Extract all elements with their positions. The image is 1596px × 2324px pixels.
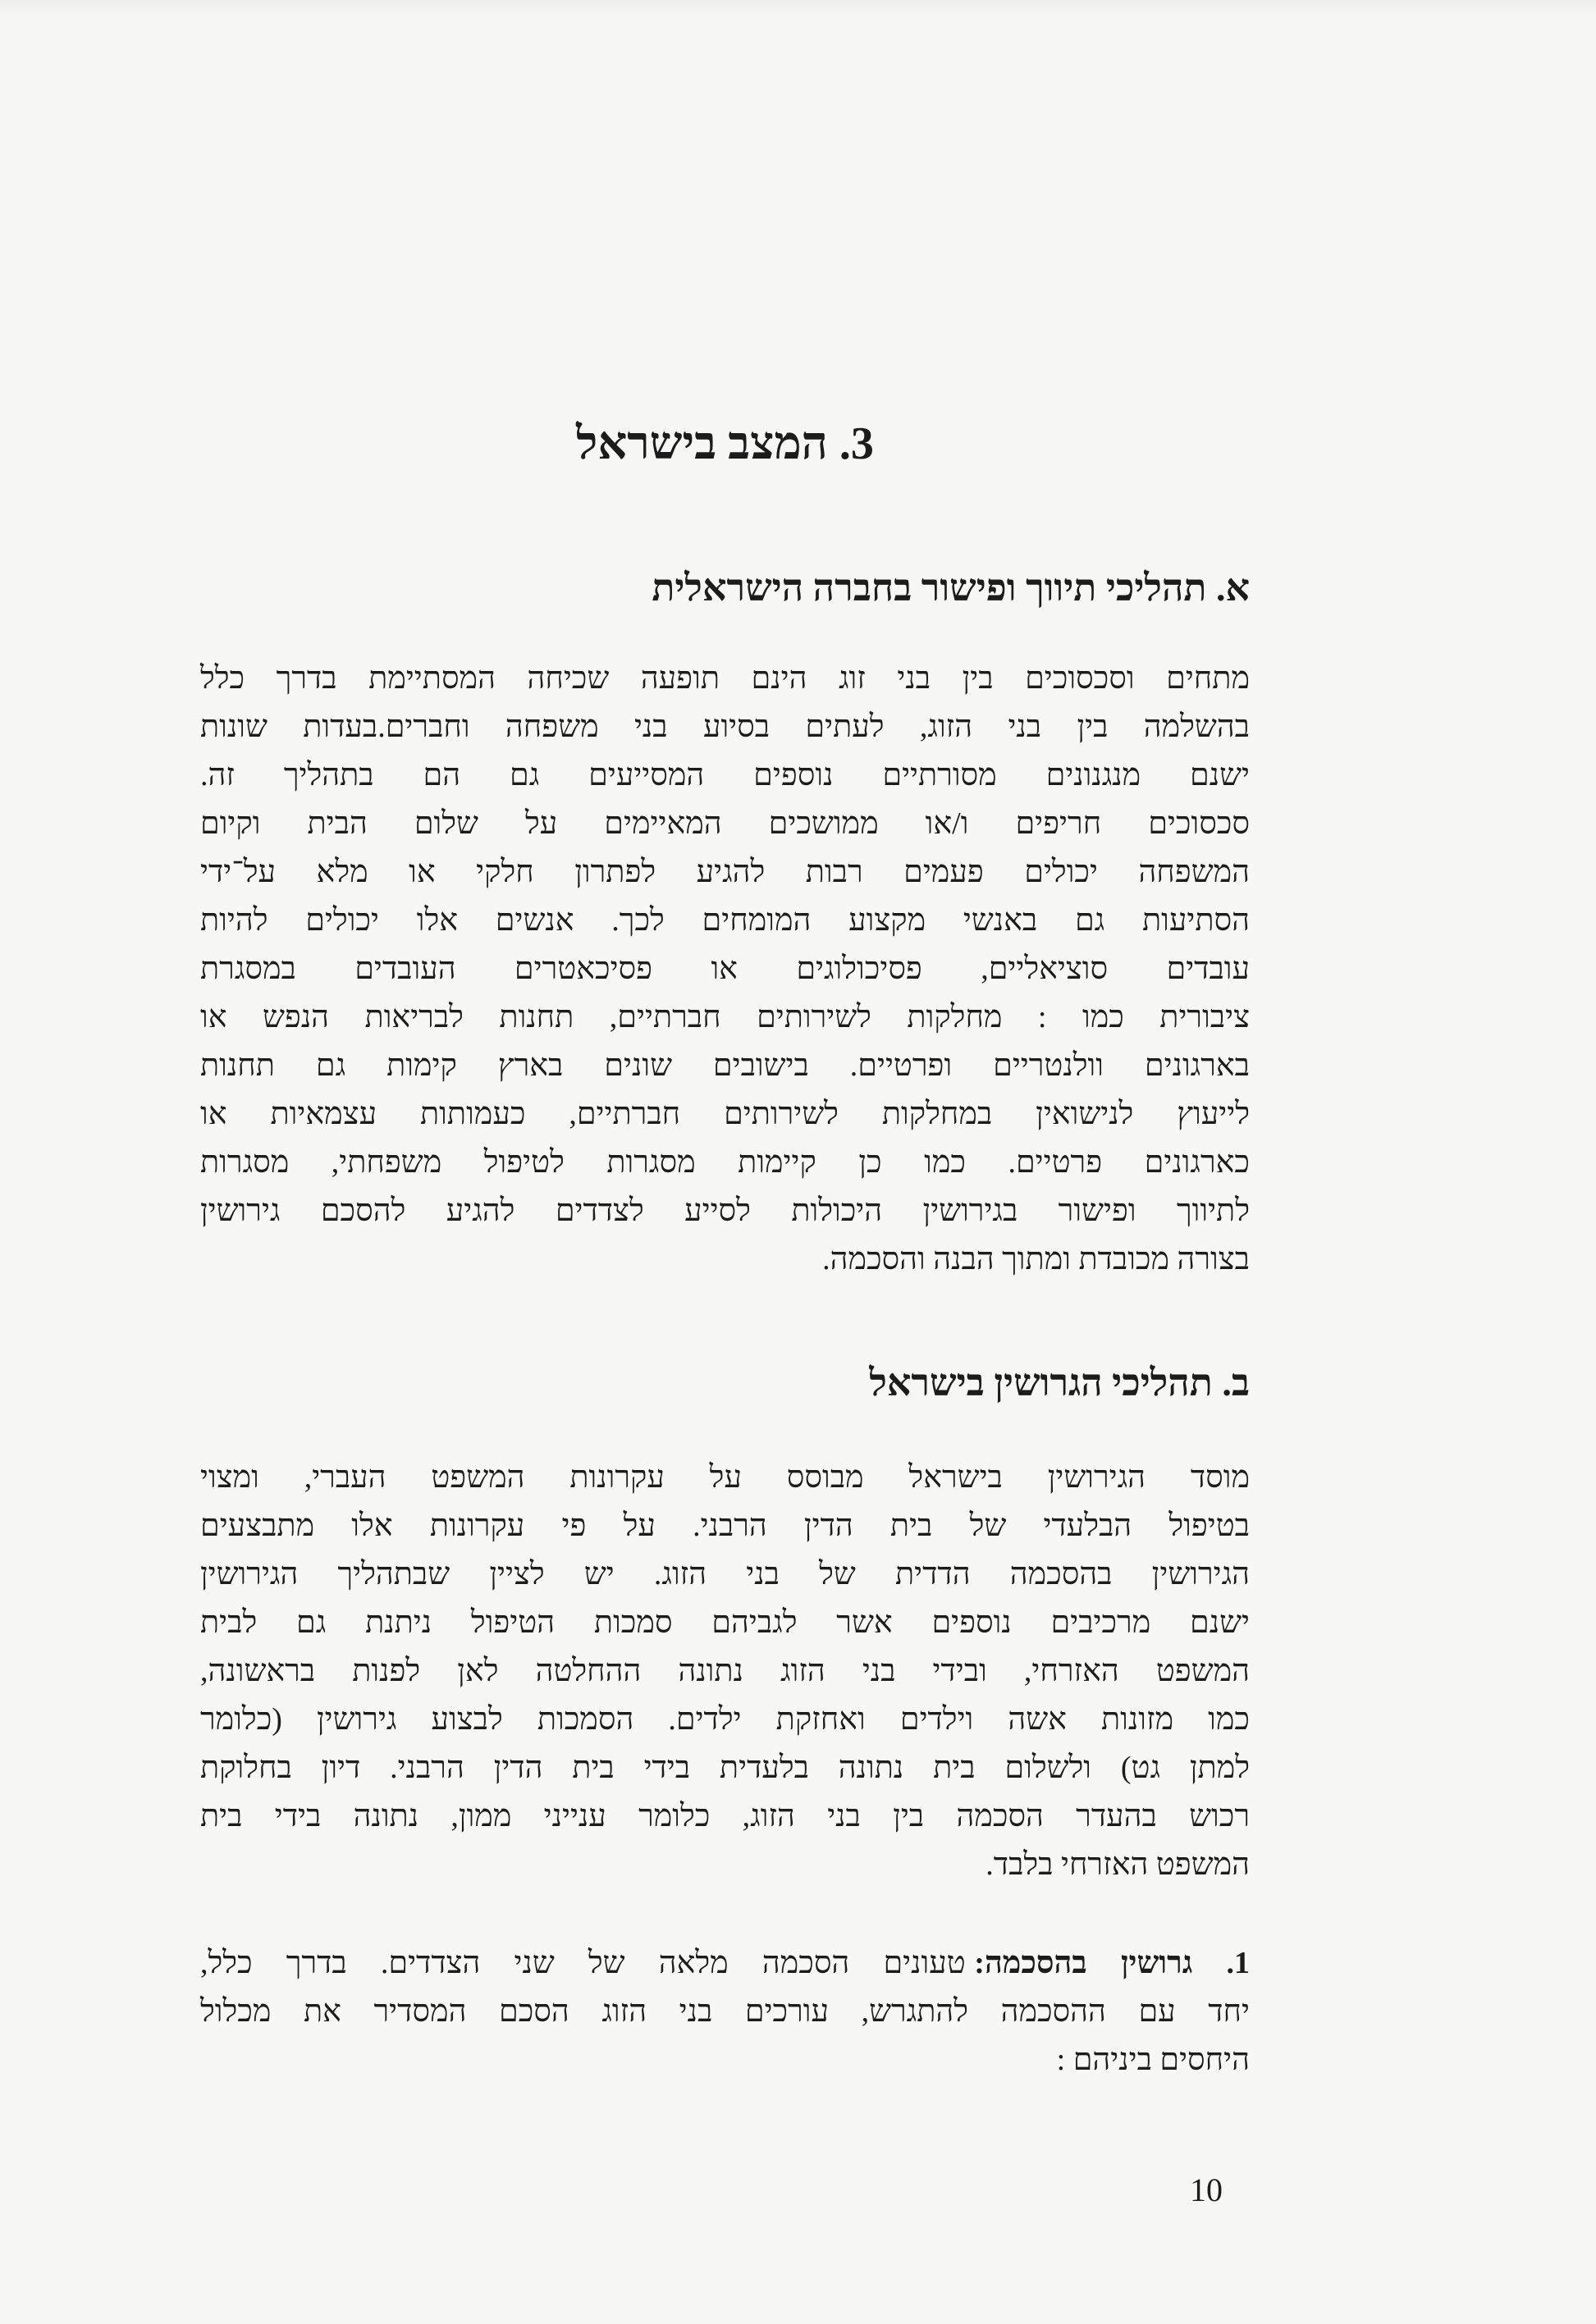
body-line: רכוש בהעדר הסכמה בין בני הזוג, כלומר ענייני ממון, נתונה בידי בית [200,1799,1250,1833]
body-line: עובדים סוציאליים, פסיכולוגים או פסיכאטרים העובדים במסגרת [200,952,1250,986]
subsection-b-heading: ב. תהליכי הגרושין בישראל [869,1362,1250,1404]
body-line: יחד עם ההסכמה להתגרש, עורכים בני הזוג הסכם המסדיר את מכלול [200,1994,1250,2029]
body-line: בטיפול הבלעדי של בית הדין הרבני. על פי עקרונות אלו מתבצעים [200,1509,1250,1543]
body-line: מתחים וסכסוכים בין בני זוג הינם תופעה שכיחה המסתיימת בדרך כלל [200,661,1250,696]
body-line: לייעוץ לנישואין במחלקות לשירותים חברתיים, כעמותות עצמאיות או [200,1097,1250,1131]
body-line: המשפחה יכולים פעמים רבות להגיע לפתרון חלקי או מלא על־ידי [200,855,1250,889]
body-line: כמו מזונות אשה וילדים ואחזקת ילדים. הסמכות לבצוע גירושין (כלומר [200,1702,1250,1737]
body-line: בהשלמה בין בני הזוג, לעתים בסיוע בני משפחה וחברים.בעדות שונות [200,710,1250,744]
body-line: ציבורית כמו : מחלקות לשירותים חברתיים, תחנות לבריאות הנפש או [200,1000,1250,1034]
body-line: בצורה מכובדת ומתוך הבנה והסכמה. [822,1242,1250,1276]
subsection-b-paragraph [200,1454,1250,1889]
section-title: 3. המצב בישראל [576,418,874,469]
page-number: 10 [1190,2171,1223,2208]
body-line: ישנם מנגנונים מסורתיים נוספים המסייעים גם הם בתהליך זה. [200,758,1250,792]
body-line: הגירושין בהסכמה הדדית של בני הזוג. יש לציין שבתהליך הגירושין [200,1557,1250,1591]
body-line: ישנם מרכיבים נוספים אשר לגביהם סמכות הטיפול ניתנת גם לבית [200,1605,1250,1640]
body-line: מוסד הגירושין בישראל מבוסס על עקרונות המשפט העברי, ומצוי [200,1460,1250,1495]
body-line: לתיווך ופישור בגירושין היכולות לסייע לצדדים להגיע להסכם גירושין [200,1194,1250,1228]
body-line: בארגונים וולנטריים ופרטיים. בישובים שונים בארץ קימות גם תחנות [200,1048,1250,1083]
item-1-label: 1. גרושין בהסכמה: [974,1946,1250,1980]
body-line: למתן גט) ולשלום בית נתונה בלעדית בידי בית הדין הרבני. דיון בחלוקת [200,1751,1250,1785]
item-1-paragraph [200,1939,1250,2084]
body-line: סכסוכים חריפים ו/או ממושכים המאיימים על שלום הבית וקיום [200,806,1250,841]
subsection-a-heading: א. תהליכי תיווך ופישור בחברה הישראלית [652,567,1250,609]
body-line [200,1939,1250,1988]
body-line: הסתיעות גם באנשי מקצוע המומחים לכך. אנשים אלו יכולים להיות [200,903,1250,938]
item-1-text: טעונים הסכמה מלאה של שני הצדדים. בדרך כלל, [200,1946,966,1980]
body-line: המשפט האזרחי בלבד. [985,1847,1250,1882]
body-line: כארגונים פרטיים. כמו כן קיימות מסגרות לטיפול משפחתי, מסגרות [200,1145,1250,1180]
body-line: היחסים ביניהם : [1056,2043,1250,2077]
scan-edge-shadow [0,0,1596,15]
subsection-a-paragraph [200,655,1250,1284]
body-line: המשפט האזרחי, ובידי בני הזוג נתונה ההחלטה לאן לפנות בראשונה, [200,1654,1250,1688]
